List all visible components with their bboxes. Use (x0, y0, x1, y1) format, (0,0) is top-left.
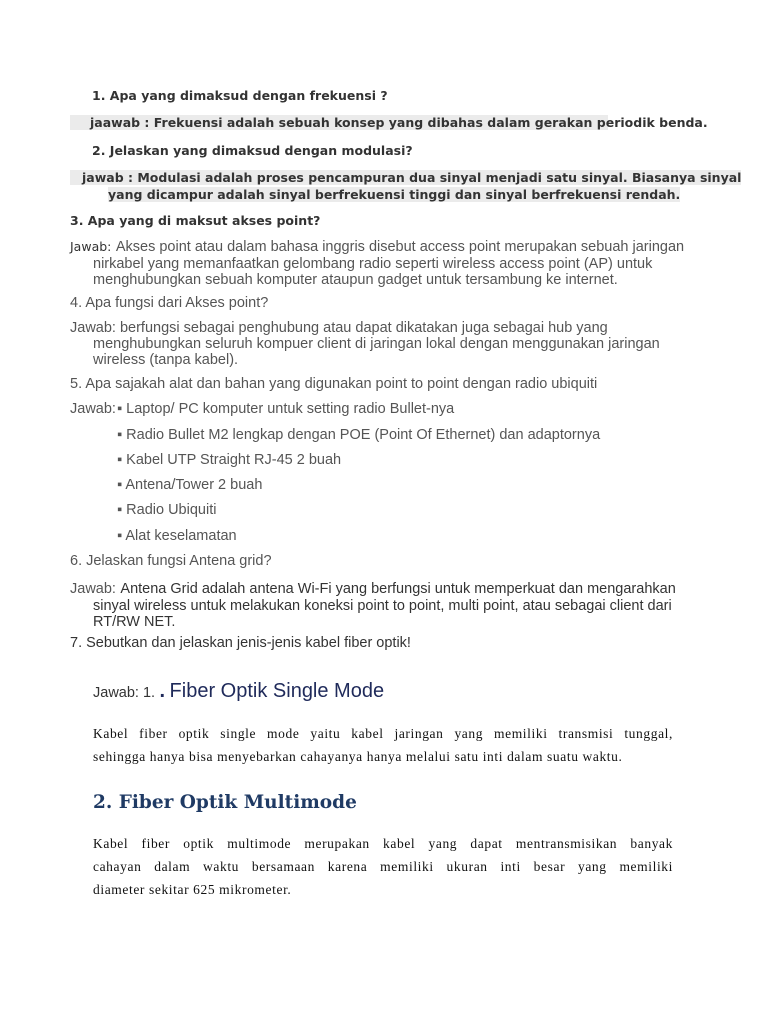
question-4: 4. Apa fungsi dari Akses point? (70, 295, 269, 311)
question-7: 7. Sebutkan dan jelaskan jenis-jenis kabel fiber optik! (70, 635, 411, 651)
list-item: ▪ Radio Bullet M2 lengkap dengan POE (Point Of Ethernet) dan adaptornya (117, 427, 601, 443)
list-item: ▪ Kabel UTP Straight RJ-45 2 buah (117, 452, 342, 468)
answer-4: Jawab: berfungsi sebagai penghubung atau dapat dikatakan juga sebagai hub yang menghubungkan seluruh kompuer client di jaringan lokal dengan menggunakan jaringan wireless (tanpa kabel). (70, 320, 660, 368)
multimode-description: Kabel fiber optik multimode merupakan kabel yang dapat mentransmisikan banyak cahayan dalam waktu bersamaan karena memiliki ukuran inti besar yang memiliki diameter sekitar 625 mikrometer. (93, 836, 673, 897)
answer-6: Jawab: Antena Grid adalah antena Wi-Fi yang berfungsi untuk memperkuat dan mengarahkan sinyal wireless untuk melakukan koneksi point to point, multi point, atau sebagai client dari RT/RW NET. (70, 581, 676, 630)
question-5: 5. Apa sajakah alat dan bahan yang digunakan point to point dengan radio ubiquiti (70, 376, 598, 392)
list-item: ▪ Alat keselamatan (117, 528, 237, 544)
single-mode-title: Fiber Optik Single Mode (169, 680, 385, 702)
question-1: 1. Apa yang dimaksud dengan frekuensi ? (92, 88, 388, 103)
question-2: 2. Jelaskan yang dimaksud dengan modulasi? (92, 143, 413, 158)
list-item: ▪ Laptop/ PC komputer untuk setting radio Bullet-nya (117, 401, 455, 417)
list-item: ▪ Antena/Tower 2 buah (117, 477, 263, 493)
question-3: 3. Apa yang di maksut akses point? (70, 213, 321, 228)
question-6: 6. Jelaskan fungsi Antena grid? (70, 553, 272, 569)
answer-2: jawab : Modulasi adalah proses pencampuran dua sinyal menjadi satu sinyal. Biasanya sinyal yang dicampur adalah sinyal berfrekuensi tinggi dan sinyal berfrekuensi rendah. (70, 170, 741, 202)
answer-5-prefix: Jawab: (70, 401, 116, 417)
single-mode-description: Kabel fiber optik single mode yaitu kabel jaringan yang memiliki transmisi tunggal, sehingga hanya bisa menyebarkan cahayanya hanya melalui satu inti dalam suatu waktu. (93, 726, 673, 764)
answer-7-heading: Jawab: 1. . Fiber Optik Single Mode (93, 680, 385, 702)
list-item: ▪ Radio Ubiquiti (117, 502, 217, 518)
multimode-title: 2. Fiber Optik Multimode (93, 792, 357, 813)
answer-3: Jawab: Akses point atau dalam bahasa inggris disebut access point merupakan sebuah jaringan nirkabel yang memanfaatkan gelombang radio seperti wireless access point (AP) untuk menghubungkan sebuah komputer ataupun gadget untuk tersambung ke internet. (70, 239, 685, 288)
answer-1: jaawab : Frekuensi adalah sebuah konsep yang dibahas dalam gerakan periodik benda. (70, 115, 608, 130)
